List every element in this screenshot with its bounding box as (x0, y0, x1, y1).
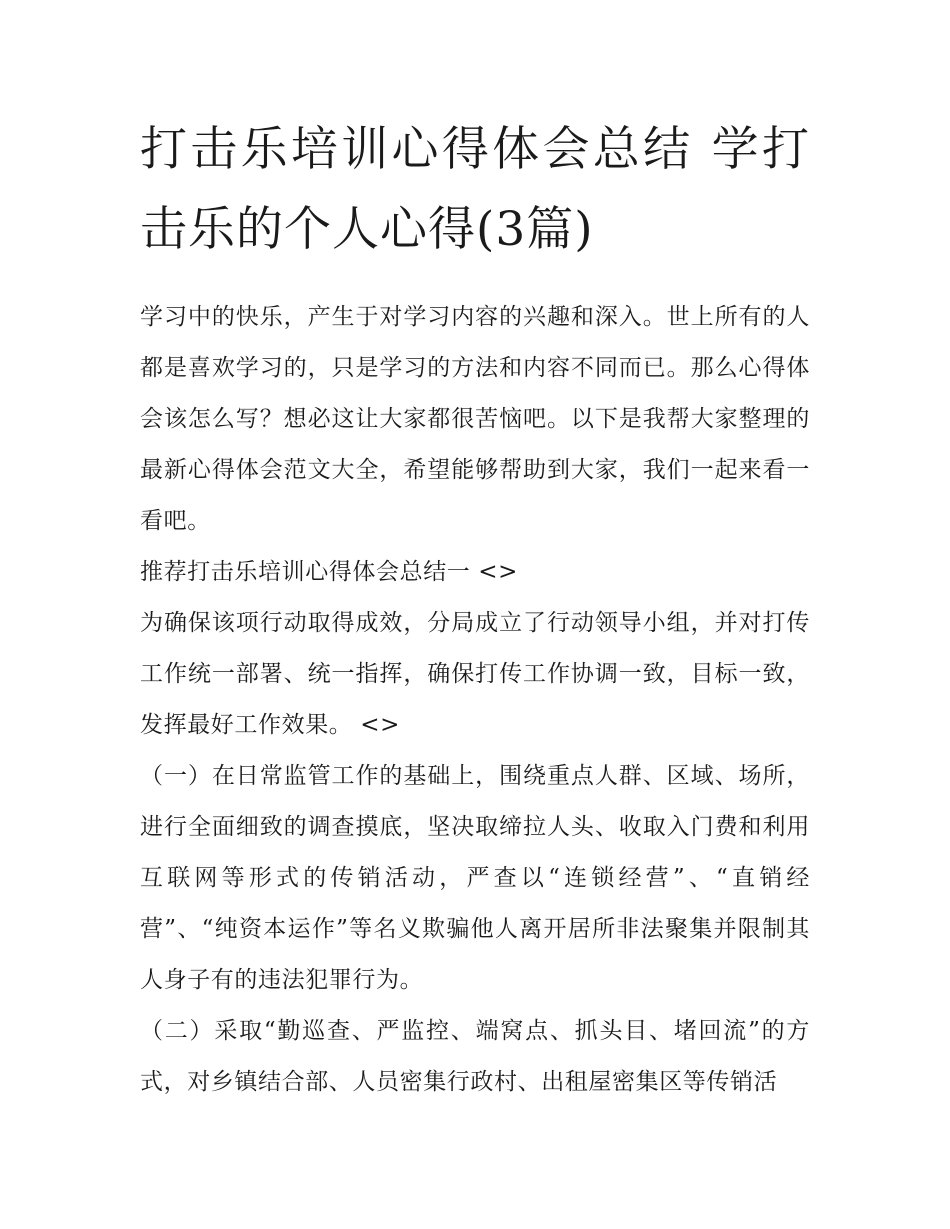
body-paragraph: （一）在日常监管工作的基础上，围绕重点人群、区域、场所，进行全面细致的调查摸底，坚决取缔拉人头、收取入门费和利用互联网等形式的传销活动，严查以“连锁经营”、“直销经营”、“纯资本运作”等名义欺骗他人离开居所非法聚集并限制其人身子有的违法犯罪行为。 (140, 763, 810, 993)
body-paragraph: （二）采取“勤巡查、严监控、端窝点、抓头目、堵回流”的方式，对乡镇结合部、人员密集行政村、出租屋密集区等传销活 (140, 1018, 810, 1095)
document-body (140, 292, 810, 1108)
document-title: 打击乐培训心得体会总结 学打击乐的个人心得(3篇) (140, 122, 810, 257)
intro-paragraph: 学习中的快乐，产生于对学习内容的兴趣和深入。世上所有的人都是喜欢学习的，只是学习的方法和内容不同而已。那么心得体会该怎么写？想必这让大家都很苦恼吧。以下是我帮大家整理的最新心得体会范文大全，希望能够帮助到大家，我们一起来看一看吧。 (140, 304, 810, 534)
section-heading: 推荐打击乐培训心得体会总结一 <> (140, 559, 519, 585)
body-paragraph: 为确保该项行动取得成效，分局成立了行动领导小组，并对打传工作统一部署、统一指挥，确保打传工作协调一致，目标一致，发挥最好工作效果。 <> (140, 610, 810, 738)
